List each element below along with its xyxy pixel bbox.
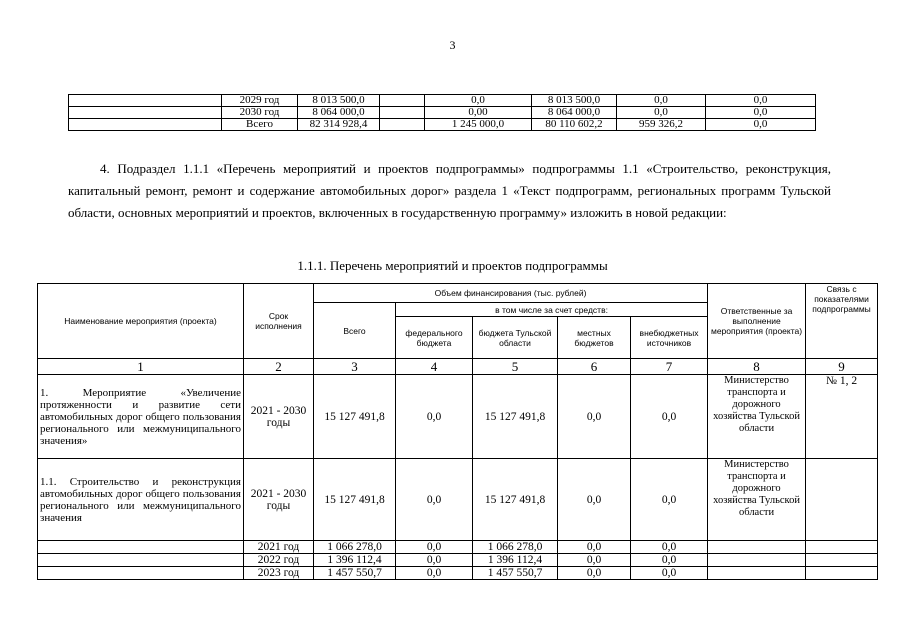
- extra-cell: 0,0: [706, 95, 816, 107]
- activity-term: 2021 - 2030 годы: [244, 375, 314, 459]
- column-number: 3: [314, 359, 396, 375]
- column-number: 5: [473, 359, 558, 375]
- blank-cell: [380, 107, 425, 119]
- year-federal: 0,0: [396, 554, 473, 567]
- activity-local: 0,0: [558, 459, 631, 541]
- header-regional: бюджета Тульской области: [473, 317, 558, 359]
- local-cell: 0,0: [617, 95, 706, 107]
- year-regional: 1 396 112,4: [473, 554, 558, 567]
- empty-cell: [708, 567, 806, 580]
- blank-cell: [380, 95, 425, 107]
- empty-cell: [69, 95, 222, 107]
- year-label: 2023 год: [244, 567, 314, 580]
- table-row: [69, 95, 816, 107]
- activity-term: 2021 - 2030 годы: [244, 459, 314, 541]
- row-label: 2029 год: [222, 95, 298, 107]
- table-row: [69, 119, 816, 131]
- activities-table: [37, 283, 878, 580]
- total-cell: 82 314 928,4: [298, 119, 380, 131]
- federal-cell: 0,0: [425, 95, 532, 107]
- column-number: 4: [396, 359, 473, 375]
- total-cell: 8 064 000,0: [298, 107, 380, 119]
- activity-local: 0,0: [558, 375, 631, 459]
- header-total: Всего: [314, 303, 396, 359]
- year-label: 2021 год: [244, 541, 314, 554]
- federal-cell: 0,00: [425, 107, 532, 119]
- year-row: [38, 541, 878, 554]
- empty-cell: [69, 107, 222, 119]
- column-number: 9: [806, 359, 878, 375]
- year-local: 0,0: [558, 541, 631, 554]
- header-name: Наименование мероприятия (проекта): [38, 284, 244, 359]
- activity-name: 1. Мероприятие «Увеличение протяженности и развитие сети автомобильных дорог общего пользования регионального или межмуниципального значения»: [38, 375, 244, 459]
- empty-cell: [38, 554, 244, 567]
- extra-cell: 0,0: [706, 119, 816, 131]
- year-regional: 1 457 550,7: [473, 567, 558, 580]
- header-row: [38, 284, 878, 303]
- table-row: [38, 375, 878, 459]
- column-number: 8: [708, 359, 806, 375]
- local-cell: 0,0: [617, 107, 706, 119]
- empty-cell: [806, 567, 878, 580]
- year-local: 0,0: [558, 567, 631, 580]
- empty-cell: [38, 567, 244, 580]
- activity-responsible: Министерство транспорта и дорожного хозяйства Тульской области: [708, 459, 806, 541]
- header-link: Связь с показателями подпрограммы: [806, 284, 878, 359]
- year-local: 0,0: [558, 554, 631, 567]
- empty-cell: [69, 119, 222, 131]
- activity-federal: 0,0: [396, 459, 473, 541]
- extra-cell: 0,0: [706, 107, 816, 119]
- regional-cell: 8 013 500,0: [532, 95, 617, 107]
- year-federal: 0,0: [396, 541, 473, 554]
- regional-cell: 80 110 602,2: [532, 119, 617, 131]
- row-label: 2030 год: [222, 107, 298, 119]
- year-extra: 0,0: [631, 541, 708, 554]
- page-number: 3: [449, 38, 456, 52]
- header-including: в том числе за счет средств:: [396, 303, 708, 317]
- year-extra: 0,0: [631, 554, 708, 567]
- local-cell: 959 326,2: [617, 119, 706, 131]
- year-row: [38, 567, 878, 580]
- header-local: местных бюджетов: [558, 317, 631, 359]
- header-financing: Объем финансирования (тыс. рублей): [314, 284, 708, 303]
- year-total: 1 396 112,4: [314, 554, 396, 567]
- column-number: 1: [38, 359, 244, 375]
- year-row: [38, 554, 878, 567]
- activity-regional: 15 127 491,8: [473, 375, 558, 459]
- year-label: 2022 год: [244, 554, 314, 567]
- empty-cell: [708, 541, 806, 554]
- section-subheading: 1.1.1. Перечень мероприятий и проектов подпрограммы: [297, 258, 608, 273]
- column-number: 2: [244, 359, 314, 375]
- empty-cell: [806, 554, 878, 567]
- column-number: 6: [558, 359, 631, 375]
- year-total: 1 066 278,0: [314, 541, 396, 554]
- column-numbers-row: [38, 359, 878, 375]
- table-row: [69, 107, 816, 119]
- activity-indicator-link: [806, 459, 878, 541]
- total-cell: 8 013 500,0: [298, 95, 380, 107]
- activity-regional: 15 127 491,8: [473, 459, 558, 541]
- header-term: Срок исполнения: [244, 284, 314, 359]
- header-responsible: Ответственные за выполнение мероприятия (проекта): [708, 284, 806, 359]
- row-label: Всего: [222, 119, 298, 131]
- amendment-paragraph: 4. Подраздел 1.1.1 «Перечень мероприятий и проектов подпрограммы» подпрограммы 1.1 «Строительство, реконструкция, капитальный ремонт, ремонт и содержание автомобильных дорог» раздела 1 «Текст подпрограмм, региональных программ Тульской области, основных мероприятий и проектов, включенных в государственную программу» изложить в новой редакции:: [68, 161, 831, 220]
- activity-responsible: Министерство транспорта и дорожного хозяйства Тульской области: [708, 375, 806, 459]
- year-federal: 0,0: [396, 567, 473, 580]
- column-number: 7: [631, 359, 708, 375]
- activity-extra: 0,0: [631, 375, 708, 459]
- year-regional: 1 066 278,0: [473, 541, 558, 554]
- regional-cell: 8 064 000,0: [532, 107, 617, 119]
- continuation-table: [68, 94, 816, 131]
- activity-indicator-link: № 1, 2: [806, 375, 878, 459]
- federal-cell: 1 245 000,0: [425, 119, 532, 131]
- activity-name: 1.1. Строительство и реконструкция автомобильных дорог общего пользования регионального или межмуниципального значения: [38, 459, 244, 541]
- table-row: [38, 459, 878, 541]
- empty-cell: [708, 554, 806, 567]
- empty-cell: [38, 541, 244, 554]
- year-total: 1 457 550,7: [314, 567, 396, 580]
- activity-total: 15 127 491,8: [314, 459, 396, 541]
- activity-total: 15 127 491,8: [314, 375, 396, 459]
- activity-federal: 0,0: [396, 375, 473, 459]
- year-extra: 0,0: [631, 567, 708, 580]
- header-federal: федерального бюджета: [396, 317, 473, 359]
- activity-extra: 0,0: [631, 459, 708, 541]
- empty-cell: [806, 541, 878, 554]
- blank-cell: [380, 119, 425, 131]
- header-extra: внебюджетных источников: [631, 317, 708, 359]
